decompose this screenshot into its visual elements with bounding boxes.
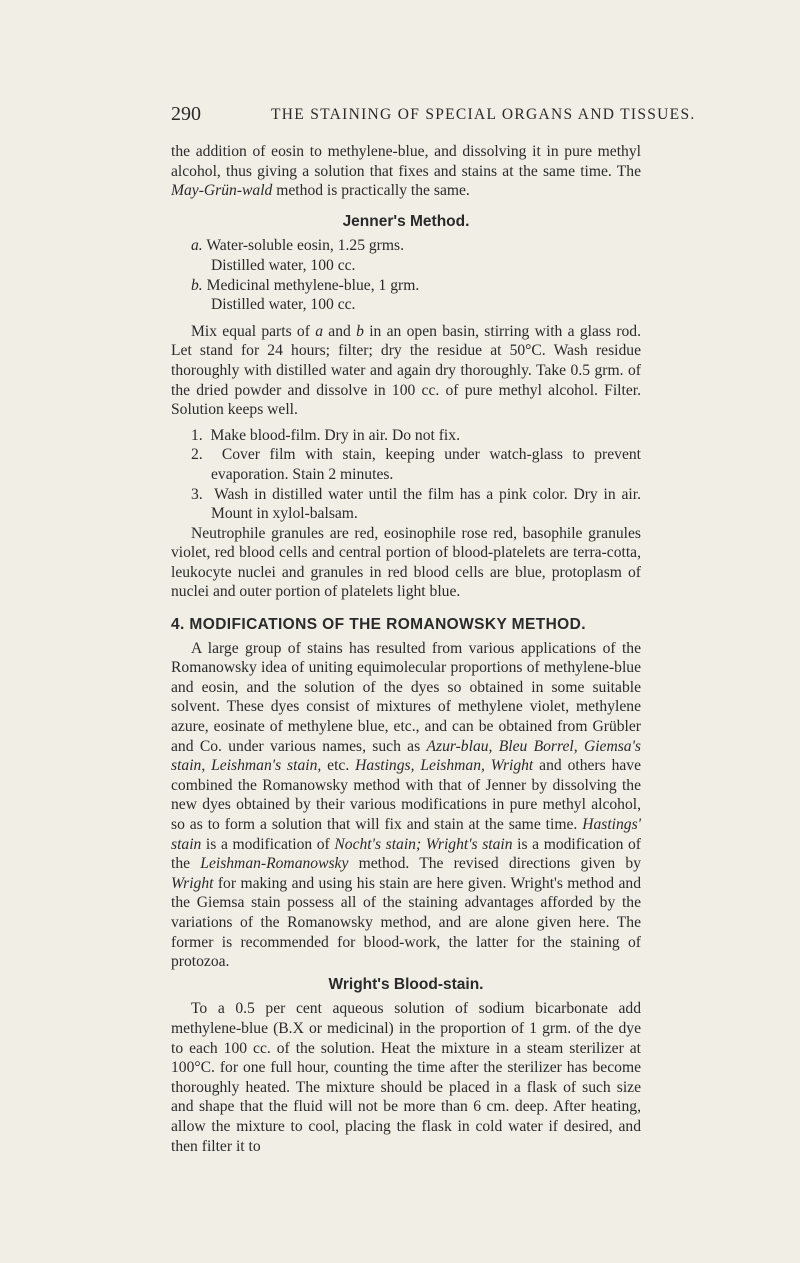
intro-text-end: method is practically the same. xyxy=(272,182,470,200)
jenner-recipe xyxy=(171,236,641,314)
mix-text: Mix equal parts of xyxy=(191,322,316,340)
recipe-subitem: Distilled water, 100 cc. xyxy=(211,256,356,274)
recipe-item xyxy=(171,276,641,296)
mod-italic: Nocht's stain; Wright's stain xyxy=(334,835,513,853)
step-number: 2. xyxy=(191,446,203,464)
intro-text: the addition of eosin to methylene-blue, and dissolving it in pure methyl alcohol, thus giving a solution that fixes and stains at the same time. The xyxy=(171,143,641,180)
jenner-mix-paragraph xyxy=(171,322,641,420)
recipe-item-text: Water-soluble eosin, 1.25 grms. xyxy=(206,237,404,255)
step-text: Make blood-film. Dry in air. Do not fix. xyxy=(210,426,460,444)
mod-text: is a modification of xyxy=(201,835,335,853)
wright-heading: Wright's Blood-stain. xyxy=(328,975,484,993)
mix-text: in an open basin, stirring with a glass rod. Let stand for 24 hours; filter; dry the residue at 50°C. Wash residue thoroughly with distilled water and again dry thoroughly. Take 0.5 grm. of the dried powder and dissolve in 100 cc. of pure methyl alcohol. Filter. Solution keeps well. xyxy=(171,322,642,419)
mod-italic: Wright xyxy=(171,874,214,892)
step-text: Wash in distilled water until the film has a pink color. Dry in air. Mount in xylol-balsam. xyxy=(211,485,641,523)
mod-italic: Hastings' stain xyxy=(171,816,641,853)
jenner-heading: Jenner's Method. xyxy=(342,212,470,230)
mod-text: method. The revised directions given by xyxy=(348,855,641,873)
step-item xyxy=(171,485,641,524)
mod-text: A large group of stains has resulted from various applications of the Romanowsky idea of uniting equimolecular proportions of methylene-blue and eosin, and the solution of the dyes so obtained in some suitable solvent. These dyes consist of mixtures of methylene violet, methylene azure, eosinate of methylene blue, etc., and can be obtained from Grübler and Co. under various names, such as xyxy=(171,639,641,755)
step-item xyxy=(171,445,641,484)
mix-italic-a: a xyxy=(315,322,324,340)
mix-italic-b: b xyxy=(356,322,364,340)
recipe-subitem: Distilled water, 100 cc. xyxy=(211,296,356,314)
mod-text: is a modification of the xyxy=(171,835,641,873)
modifications-heading: 4. MODIFICATIONS OF THE ROMANOWSKY METHOD. xyxy=(171,616,586,634)
page-number: 290 xyxy=(171,103,201,125)
step-number: 3. xyxy=(191,485,203,503)
recipe-item-label: b. xyxy=(191,276,203,294)
intro-paragraph xyxy=(171,142,641,201)
step-item xyxy=(171,426,641,446)
page-header xyxy=(171,103,696,133)
mod-text: for making and using his stain are here given. Wright's method and the Giemsa stain possess all of the staining advantages afforded by the variations of the Romanowsky method, and are alone given here. The former is recommended for blood-work, the latter for the staining of protozoa. xyxy=(171,874,641,971)
step-number: 1. xyxy=(191,426,203,444)
intro-italic: May-Grün-wald xyxy=(171,182,273,200)
running-title: THE STAINING OF SPECIAL ORGANS AND TISSUES. xyxy=(271,106,696,123)
mod-text: etc. xyxy=(321,757,356,775)
recipe-item-text: Medicinal methylene-blue, 1 grm. xyxy=(206,276,420,294)
modifications-paragraph xyxy=(171,639,641,972)
mod-italic: Leishman-Romanowsky xyxy=(200,855,349,873)
mod-italic: Hastings, Leishman, Wright xyxy=(355,757,534,775)
jenner-result-paragraph: Neutrophile granules are red, eosinophile rose red, basophile granules violet, red blood cells and central portion of blood-platelets are terra-cotta, leukocyte nuclei and granules in red blood cells are blue, protoplasm of nuclei and outer portion of platelets light blue. xyxy=(171,524,641,601)
recipe-item-label: a. xyxy=(191,237,203,255)
jenner-steps xyxy=(171,426,641,524)
recipe-item xyxy=(171,236,641,256)
step-text: Cover film with stain, keeping under watch-glass to prevent evaporation. Stain 2 minutes. xyxy=(211,446,641,483)
page-body xyxy=(171,142,641,1156)
mod-text: and others have combined the Romanowsky method with that of Jenner by dissolving the new dyes obtained by their various modifications in pure methyl alcohol, so as to form a solution that will fix and stain at the same time. xyxy=(171,757,642,833)
mix-text: and xyxy=(323,322,357,340)
mod-italic: Azur-blau, Bleu Borrel, Giemsa's stain, Leishman's stain, xyxy=(171,737,641,775)
wright-paragraph: To a 0.5 per cent aqueous solution of sodium bicarbonate add methylene-blue (B.X or medicinal) in the proportion of 1 grm. of the dye to each 100 cc. of the solution. Heat the mixture in a steam sterilizer at 100°C. for one full hour, counting the time after the sterilizer has become thoroughly heated. The mixture should be placed in a flask of such size and shape that the fluid will not be more than 6 cm. deep. After heating, allow the mixture to cool, placing the flask in cold water if desired, and then filter it to xyxy=(171,1000,641,1155)
